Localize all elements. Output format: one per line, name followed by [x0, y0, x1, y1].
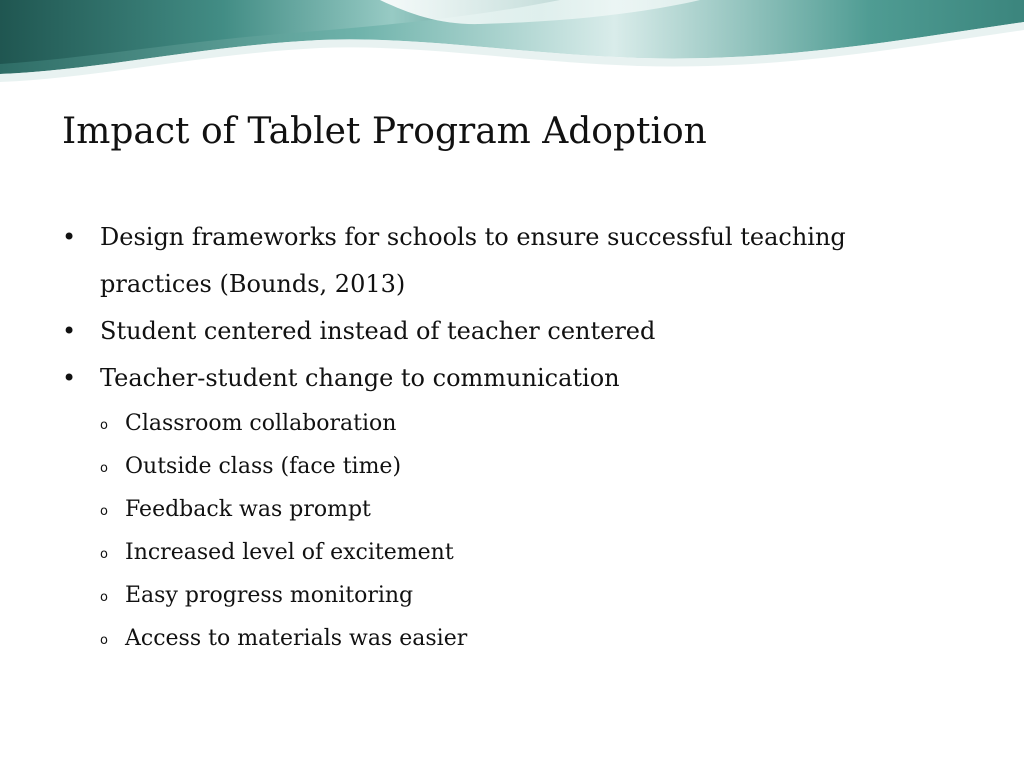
sub-bullet-item — [62, 531, 942, 574]
sub-bullet-item — [62, 574, 942, 617]
bullet-text: Design frameworks for schools to ensure successful teaching practices (Bounds, 2013) — [100, 223, 846, 298]
header-wave-decoration — [0, 0, 1024, 90]
sub-bullet-item — [62, 402, 942, 445]
sub-bullet-marker: o — [100, 590, 108, 605]
bullet-marker: • — [62, 223, 77, 251]
sub-bullet-marker: o — [100, 633, 108, 648]
bullet-marker: • — [62, 364, 77, 392]
sub-bullet-marker: o — [100, 418, 108, 433]
sub-bullet-text: Easy progress monitoring — [125, 583, 414, 608]
sub-bullet-text: Classroom collaboration — [125, 411, 397, 436]
bullet-item — [62, 214, 942, 308]
sub-bullet-marker: o — [100, 504, 108, 519]
bullet-item — [62, 355, 942, 402]
sub-bullet-text: Increased level of excitement — [125, 540, 454, 565]
bullet-list — [62, 214, 942, 660]
sub-bullet-text: Access to materials was easier — [125, 626, 468, 651]
sub-bullet-item — [62, 617, 942, 660]
sub-bullet-item — [62, 488, 942, 531]
sub-bullet-text: Outside class (face time) — [125, 454, 402, 479]
sub-bullet-text: Feedback was prompt — [125, 497, 371, 522]
bullet-marker: • — [62, 317, 77, 345]
sub-bullet-marker: o — [100, 461, 108, 476]
bullet-item — [62, 308, 942, 355]
sub-bullet-item — [62, 445, 942, 488]
bullet-text: Teacher-student change to communication — [100, 364, 620, 392]
sub-bullet-marker: o — [100, 547, 108, 562]
slide-title: Impact of Tablet Program Adoption — [62, 111, 707, 152]
bullet-text: Student centered instead of teacher centered — [100, 317, 656, 345]
